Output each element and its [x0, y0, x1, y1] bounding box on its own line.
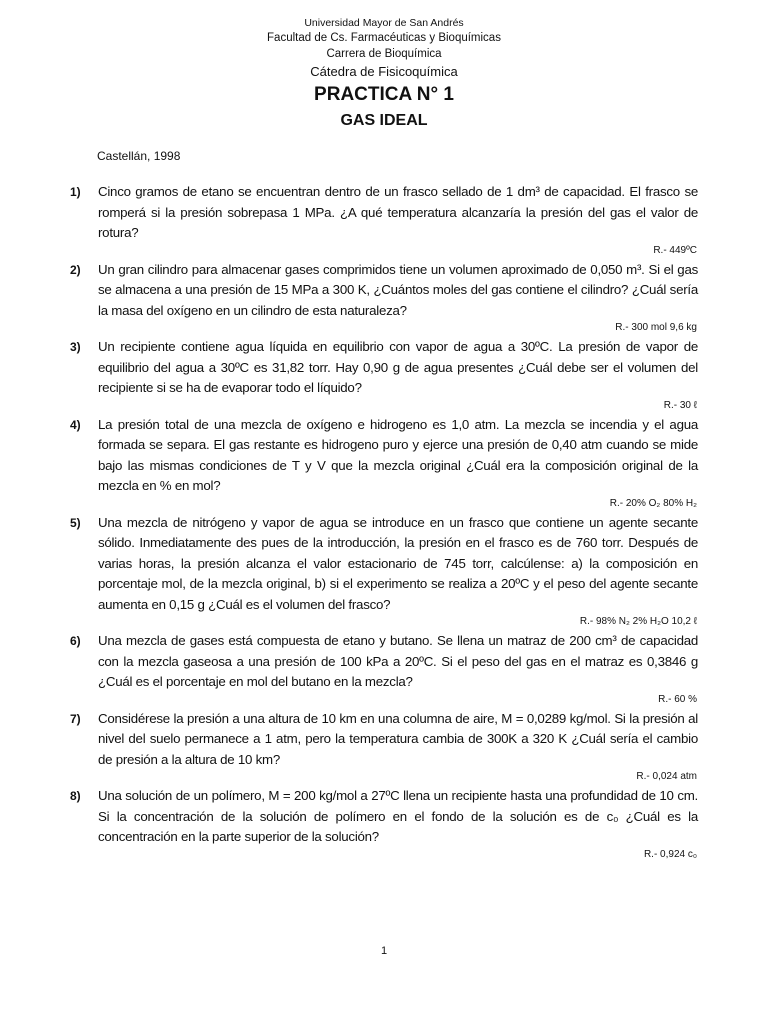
problem-number: 4)	[70, 417, 81, 432]
problem-list	[0, 182, 768, 864]
problem-item	[0, 786, 768, 862]
problem-answer: R.- 60 %	[658, 693, 697, 705]
problem-text: Una mezcla de nitrógeno y vapor de agua se introduce en un frasco que contiene un agente secante sólido. Inmediatamente des pues de la introducción, la presión en el frasco es de 760 torr. Después de varias horas, la presión alcanza el valor estacionario de 745 torr, calcúlense: a) la composición en porcentaje mol, de la mezcla original, b) si el experimento se realiza a 20ºC y el peso del agente secante aumenta en 0,15 g ¿Cuál es el volumen del frasco?	[98, 514, 698, 612]
problem-text: Considérese la presión a una altura de 10 km en una columna de aire, M = 0,0289 kg/mol. Si la presión al nivel del suelo permanece a 1 atm, pero la temperatura cambia de 300K a 320 K ¿Cuál sería el cambio de presión a la altura de 10 km?	[98, 710, 698, 767]
bibliographic-reference: Castellán, 1998	[97, 149, 181, 163]
problem-number: 2)	[70, 262, 81, 277]
faculty-name: Facultad de Cs. Farmacéuticas y Bioquímicas	[267, 32, 501, 44]
problem-text: Un recipiente contiene agua líquida en equilibrio con vapor de agua a 30ºC. La presión de vapor de equilibrio del agua a 30ºC es 31,82 torr. Hay 0,90 g de agua presentes ¿Cuál debe ser el volumen del recipiente si se ha de evaporar todo el líquido?	[98, 339, 698, 395]
page-title: PRACTICA N° 1	[314, 84, 454, 105]
problem-item	[0, 415, 768, 511]
career-name: Carrera de Bioquímica	[326, 48, 442, 60]
problem-number: 6)	[70, 634, 81, 648]
problem-number: 7)	[70, 711, 81, 726]
page-subtitle: GAS IDEAL	[340, 112, 428, 129]
problem-item	[0, 182, 768, 258]
problem-number: 3)	[70, 340, 81, 354]
problem-item	[0, 631, 768, 707]
problem-answer: R.- 20% O₂ 80% H₂	[609, 497, 697, 509]
university-name: Universidad Mayor de San Andrés	[304, 17, 464, 29]
page-number: 1	[380, 945, 388, 957]
problem-number: 1)	[70, 185, 81, 199]
problem-text: Una mezcla de gases está compuesta de etano y butano. Se llena un matraz de 200 cm³ de capacidad con la mezcla gaseosa a una presión de 100 kPa a 20ºC. Si el peso del gas en el matraz es 0,3846 g ¿Cuál es el porcentaje en mol del butano en la mezcla?	[98, 633, 698, 689]
problem-answer: R.- 98% N₂ 2% H₂O 10,2 ℓ	[579, 616, 697, 627]
problem-answer: R.- 30 ℓ	[663, 399, 697, 411]
problem-item	[0, 260, 768, 336]
problem-answer: R.- 0,924 c₀	[643, 848, 697, 860]
problem-text: Una solución de un polímero, M = 200 kg/mol a 27ºC llena un recipiente hasta una profundidad de 10 cm. Si la concentración de la solución de polímero en el fondo de la solución es de c₀ ¿Cuál es la concentración en la parte superior de la solución?	[98, 788, 698, 844]
problem-number: 5)	[70, 515, 81, 530]
problem-answer: R.- 449ºC	[653, 244, 697, 256]
problem-item	[0, 513, 768, 630]
problem-text: Un gran cilindro para almacenar gases comprimidos tiene un volumen aproximado de 0,050 m³. Si el gas se almacena a una presión de 15 MPa a 300 K, ¿Cuántos moles del gas contiene el cilindro? ¿Cuál sería la masa del oxígeno en un cilindro de esta naturaleza?	[98, 261, 698, 318]
problem-text: Cinco gramos de etano se encuentran dentro de un frasco sellado de 1 dm³ de capacidad. El frasco se romperá si la presión sobrepasa 1 MPa. ¿A qué temperatura alcanzaría la presión del gas el valor de rotura?	[98, 184, 698, 240]
problem-item	[0, 337, 768, 413]
problem-answer: R.- 0,024 atm	[636, 771, 697, 782]
problem-answer: R.- 300 mol 9,6 kg	[615, 322, 697, 333]
problem-text: La presión total de una mezcla de oxígeno e hidrogeno es 1,0 atm. La mezcla se incendia y el agua formada se separa. El gas restante es hidrogeno puro y ejerce una presión de 0,40 atm cuando se mide bajo las mismas condiciones de T y V que la mezcla original ¿Cuál era la composición original de la mezcla en % en mol?	[98, 416, 698, 493]
chair-name: Cátedra de Fisicoquímica	[310, 64, 458, 79]
problem-item	[0, 709, 768, 785]
problem-number: 8)	[70, 789, 81, 803]
